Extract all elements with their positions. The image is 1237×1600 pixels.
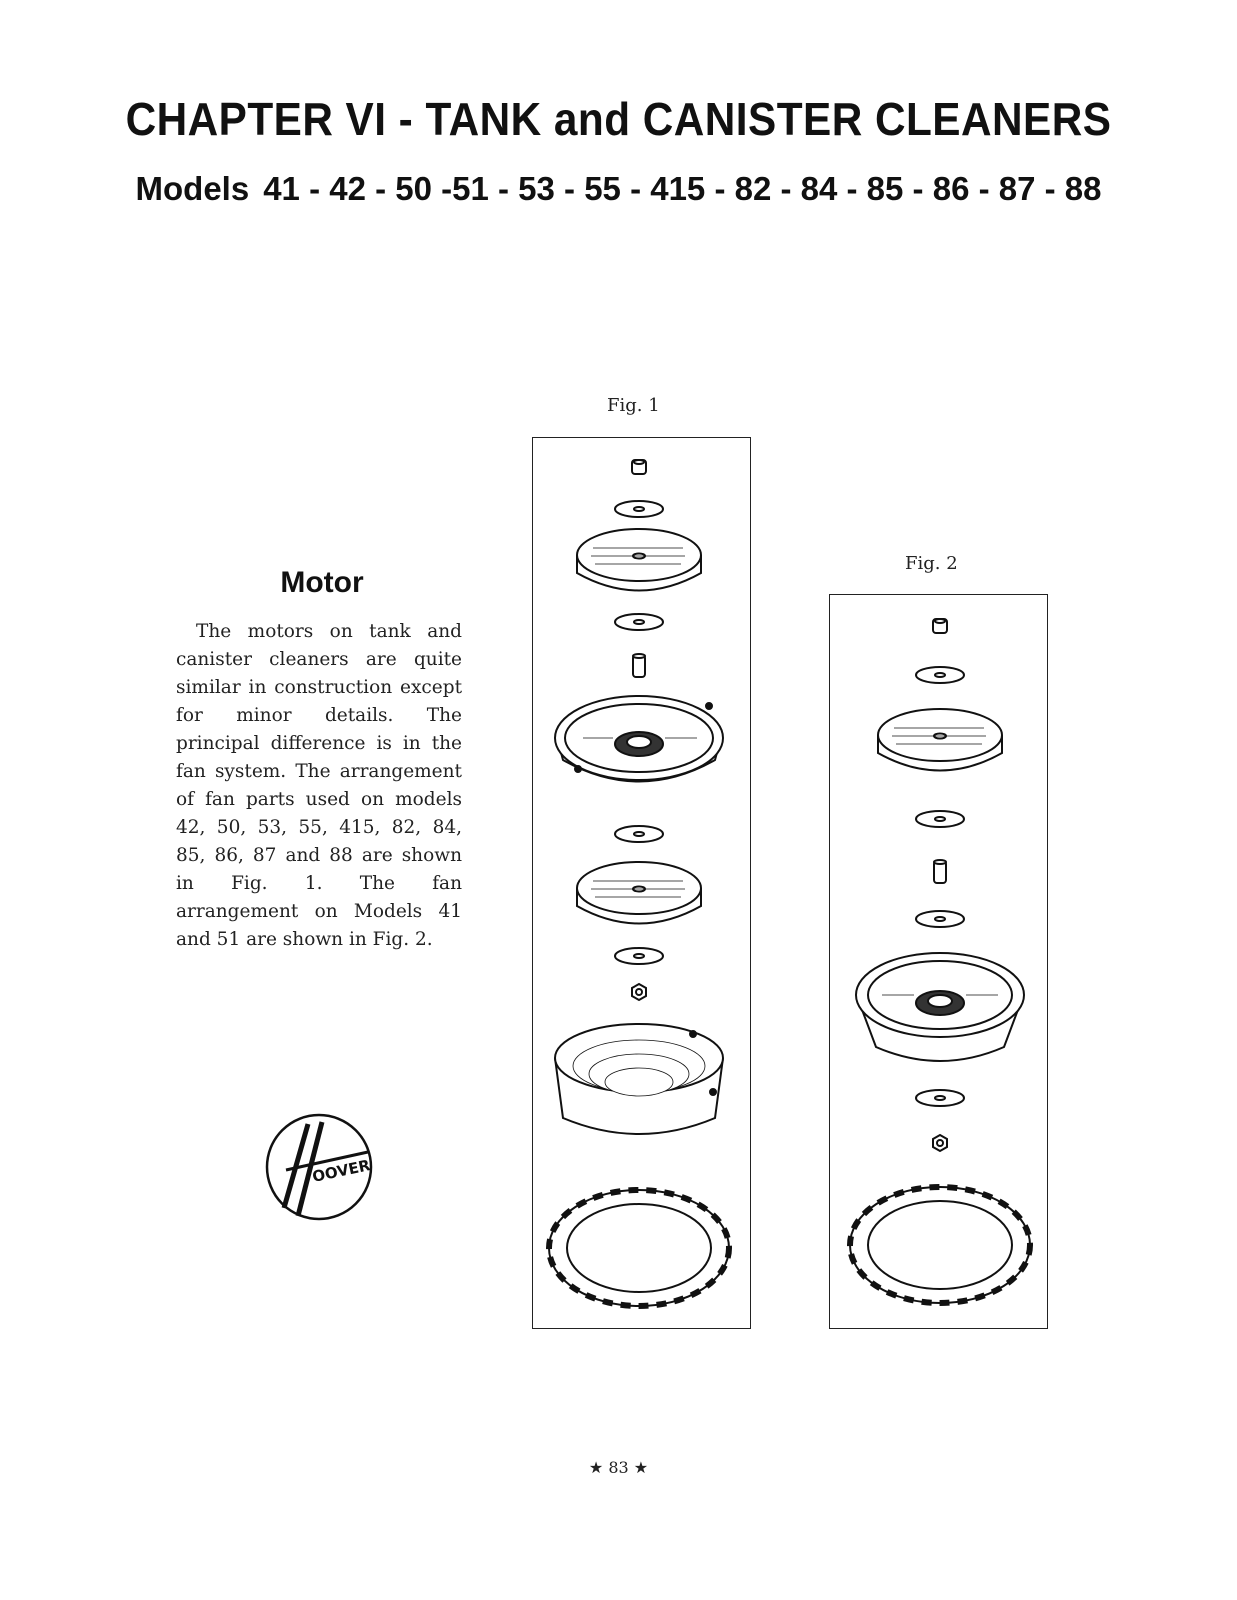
section-heading: Motor [280, 566, 364, 599]
spacer-icon [934, 860, 946, 883]
fan-ring-icon [549, 1190, 729, 1306]
washer-icon [615, 826, 663, 842]
logo-text: OOVER [310, 1156, 372, 1186]
fig2-label: Fig. 2 [905, 553, 958, 574]
section-body: The motors on tank and canister cleaners are quite similar in construction except for minor details. The principal difference is in the fan system. The arrangement of fan parts used on models 42, 50, 53, 55, 415, 82, 84, 85, 86, 87 and 88 are shown in Fig. 1. The fan arrangement on Models 41 and 51 are shown in Fig. 2. [176, 621, 462, 950]
models-numbers: 41 - 42 - 50 -51 - 53 - 55 - 415 - 82 - 84 - 85 - 86 - 87 - 88 [263, 170, 1102, 207]
page-number: ★ 83 ★ [588, 1458, 649, 1477]
fan-ring-icon [850, 1187, 1030, 1303]
washer-icon [615, 948, 663, 964]
washer-icon [615, 501, 663, 517]
washer-icon [916, 811, 964, 827]
chapter-title: CHAPTER VI - TANK and CANISTER CLEANERS [125, 93, 1112, 145]
hoover-logo-icon [262, 1112, 376, 1222]
spacer-icon [633, 654, 645, 677]
washer-icon [615, 614, 663, 630]
hex-nut-icon [632, 984, 646, 1000]
nut-icon [632, 460, 646, 474]
fan-disc-icon [577, 862, 701, 924]
washer-icon [916, 911, 964, 927]
fan-bowl-icon [555, 1024, 723, 1134]
fan-disc-icon [878, 709, 1002, 771]
figure-1-drawing [533, 438, 750, 1328]
washer-icon [916, 667, 964, 683]
washer-icon [916, 1090, 964, 1106]
fan-housing-icon [555, 696, 723, 782]
fan-disc-icon [577, 529, 701, 591]
fig1-label: Fig. 1 [607, 395, 660, 416]
models-lead: Models [135, 170, 250, 207]
figure-1 [532, 437, 751, 1329]
figure-2 [829, 594, 1048, 1329]
hex-nut-icon [933, 1135, 947, 1151]
models-line [0, 170, 1237, 208]
nut-icon [933, 619, 947, 633]
fan-housing-icon [856, 953, 1024, 1061]
figure-2-drawing [830, 595, 1047, 1328]
